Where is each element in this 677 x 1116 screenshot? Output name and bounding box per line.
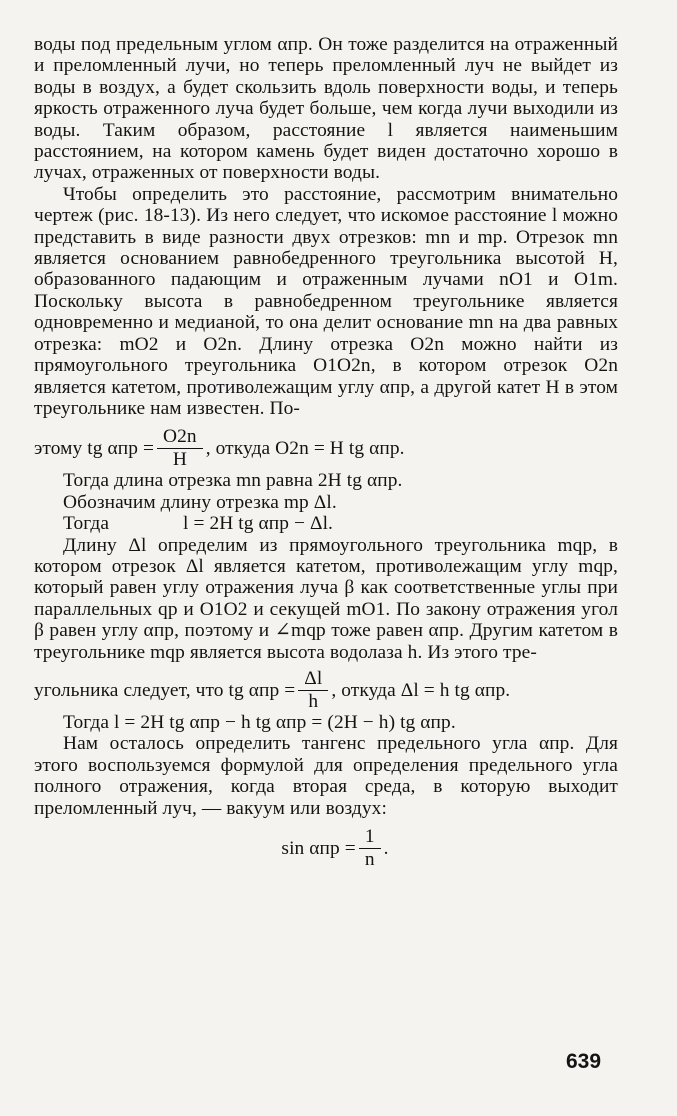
formula-1-prefix: этому tg αпр = (34, 438, 155, 460)
line-mp-notation: Обозначим длину отрезка mp Δl. (63, 491, 337, 513)
formula-3-numerator: 1 (364, 826, 375, 847)
page-number: 639 (566, 1050, 602, 1073)
line-l-label: Тогда (63, 513, 110, 535)
paragraph-1: воды под предельным углом αпр. Он тоже разделится на отраженный и преломленный лучи, но теперь преломленный луч не выйдет из воды в воздух, а будет скользить вдоль поверхности воды, и теперь яркость отраженного луча будет больше, чем когда лучи выходили из воды. Таким образом, расстояние l является наименьшим расстоянием, на котором камень будет виден достаточно хорошо в лучах, отраженных от поверхности воды. (34, 34, 618, 184)
formula-2-suffix: , откуда Δl = h tg αпр. (331, 679, 511, 701)
formula-3-prefix: sin αпр = (281, 837, 356, 859)
paragraph-2: Чтобы определить это расстояние, рассмотрим внимательно чертеж (рис. 18-13). Из него следует, что искомое расстояние l можно представить в виде разности двух отрезков: mn и mp. Отрезок mn является основанием равнобедренного треугольника высотой H, образованного падающим и отраженным лучами nO1 и O1m. Поскольку высота в равнобедренном треугольнике является одновременно и медианой, то она делит основание mn на два равных отрезка: mO2 и O2n. Длину отрезка O2n можно найти из прямоугольного треугольника O1O2n, в котором отрезок O2n является катетом, противолежащим углу αпр, а другой катет H в этом треугольнике нам известен. По- (34, 183, 618, 419)
formula-1-numerator: O2n (163, 426, 197, 448)
formula-delta-l (34, 669, 618, 712)
line-mn-length: Тогда длина отрезка mn равна 2H tg αпр. (63, 470, 403, 492)
formula-1-fraction (160, 427, 200, 470)
formula-2-numerator: Δl (304, 667, 323, 689)
formula-2-prefix: угольника следует, что tg αпр = (34, 679, 296, 701)
formula-tg-alpha (34, 427, 618, 470)
formula-3-suffix: . (383, 837, 389, 859)
formula-2-fraction (301, 669, 325, 712)
formula-3-fraction (362, 827, 378, 870)
formula-1-suffix: , откуда O2n = H tg αпр. (205, 438, 405, 460)
paragraph-3: Длину Δl определим из прямоугольного треугольника mqp, в котором отрезок Δl является катетом, противолежащим углу mqp, который равен углу отражения луча β как соответственные углы при параллельных qp и O1O2 и секущей mO1. По закону отражения угол β равен углу αпр, поэтому и ∠mqp тоже равен αпр. Другим катетом в треугольнике mqp является высота водолаза h. Из этого тре- (34, 534, 618, 663)
formula-3-denominator: n (359, 848, 381, 870)
page-text (34, 34, 618, 870)
paragraph-4: Нам осталось определить тангенс предельного угла αпр. Для этого воспользуемся формулой для определения предельного угла полного отражения, когда вторая среда, в которую выходит преломленный луч, — вакуум или воздух: (34, 733, 618, 819)
line-l-expression (34, 513, 618, 534)
formula-2-denominator: h (298, 690, 328, 712)
formula-1-denominator: H (157, 448, 203, 470)
formula-sin-alpha (52, 827, 618, 870)
line-l-formula: l = 2H tg αпр − Δl. (183, 513, 334, 535)
line-l-result: Тогда l = 2H tg αпр − h tg αпр = (2H − h) tg αпр. (63, 711, 456, 733)
